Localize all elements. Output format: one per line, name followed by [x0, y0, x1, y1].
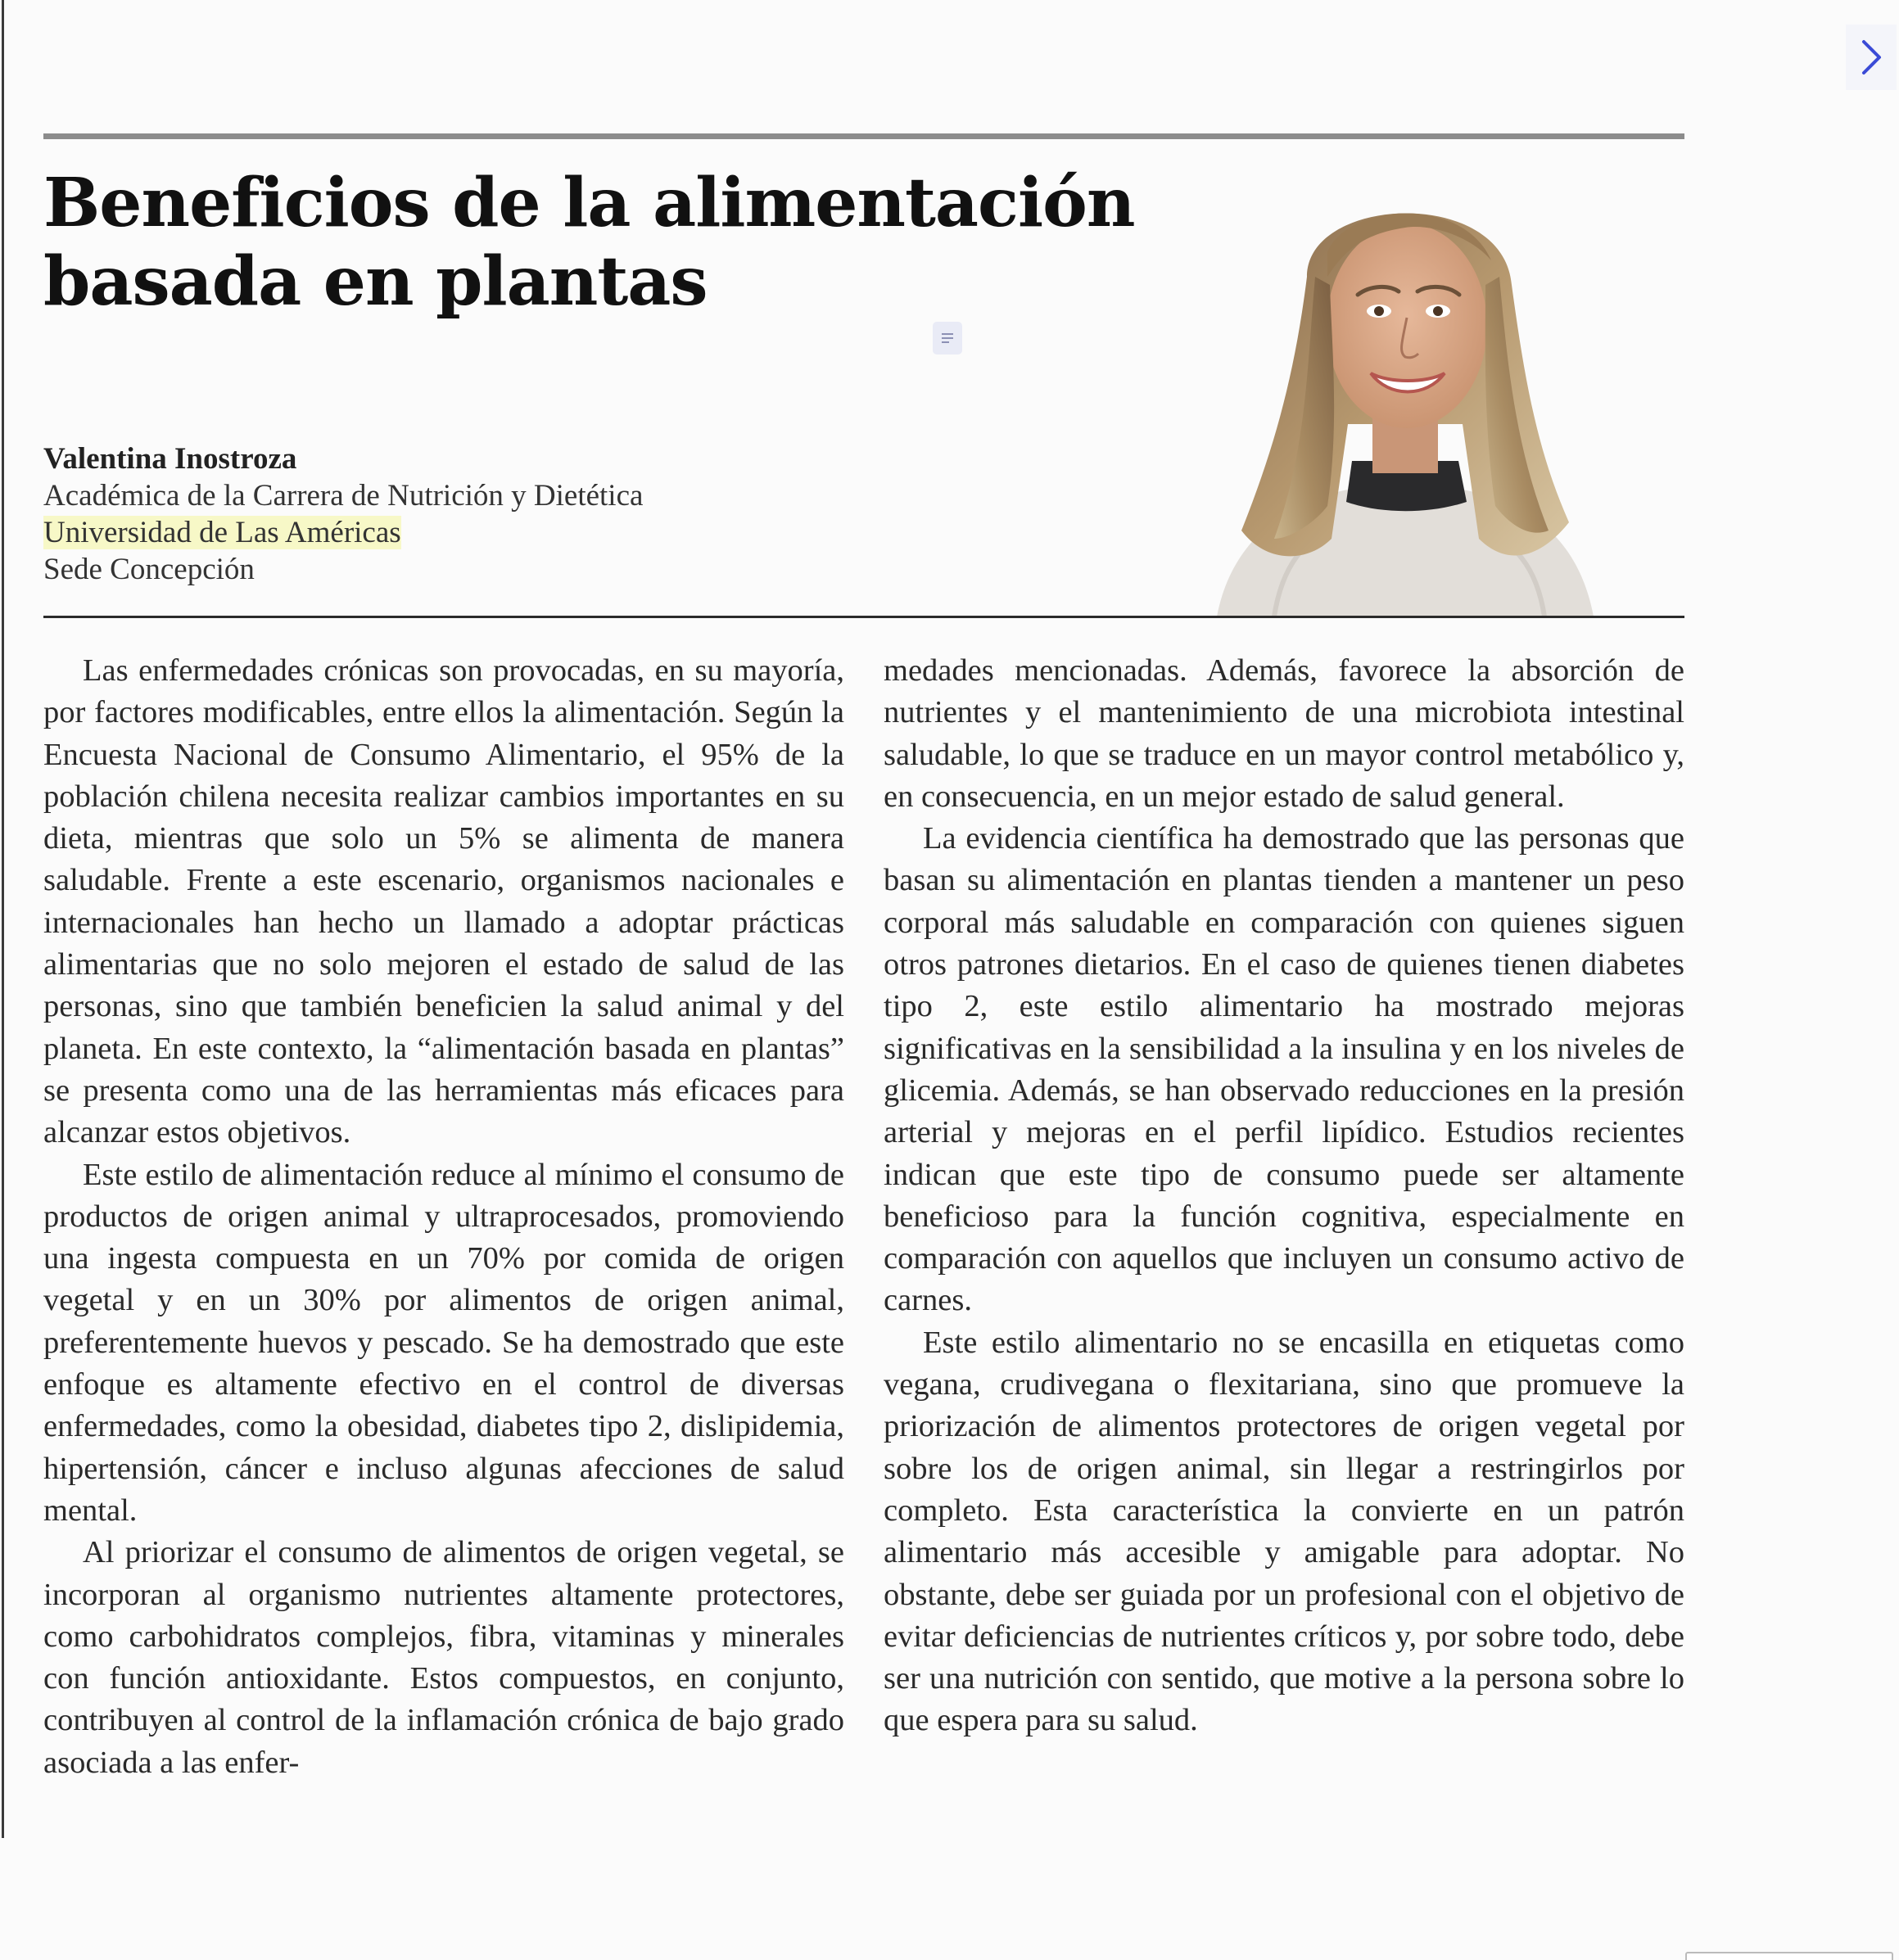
note-lines-icon: [940, 332, 955, 345]
header-bottom-rule: [43, 616, 1684, 618]
top-rule: [43, 133, 1684, 139]
author-campus: Sede Concepción: [43, 553, 255, 586]
author-institution: Universidad de Las Américas: [43, 516, 401, 549]
author-name: Valentina Inostroza: [43, 442, 297, 476]
author-role: Académica de la Carrera de Nutrición y Dietética: [43, 479, 644, 513]
paragraph: La evidencia científica ha demostrado que las personas que basan su alimentación en plantas tienden a mantener un peso corporal más saludable en comparación con quienes siguen otros patrones dietarios. En el caso de quienes tienen diabetes tipo 2, este estilo alimentario ha mostrado mejoras significativas en la sensibilidad a la insulina y en los niveles de glicemia. Además, se han observado reducciones en la presión arterial y mejoras en el perfil lipídico. Estudios recientes indican que este tipo de consumo puede ser altamente beneficioso para la función cognitiva, especialmente en comparación con aquellos que incluyen un consumo activo de carnes.: [884, 821, 1684, 1318]
note-icon[interactable]: [933, 322, 962, 355]
author-byline: [43, 440, 862, 588]
page-corner-tab: [1685, 1952, 1893, 1960]
next-page-button[interactable]: [1846, 25, 1897, 90]
paragraph: Este estilo alimentario no se encasilla en etiquetas como vegana, crudivegana o flexitariana, sino que promueve la priorización de alimentos protectores de origen vegetal por sobre los de origen animal, sin llegar a restringirlos por completo. Esta característica la convierte en un patrón alimentario más accesible y amigable para adoptar. No obstante, debe ser guiada por un profesional con el objetivo de evitar deficiencias de nutrientes críticos y, por sobre todo, debe ser una nutrición con sentido, que motive a la persona sobre lo que espera para su salud.: [884, 1325, 1684, 1738]
article-column-right: [884, 650, 1684, 1742]
paragraph: Las enfermedades crónicas son provocadas, en su mayoría, por factores modificables, entre ellos la alimentación. Según la Encuesta Nacional de Consumo Alimentario, el 95% de la población chilena necesita realizar cambios importantes en su dieta, mientras que solo un 5% se alimenta de manera saludable. Frente a este escenario, organismos nacionales e internacionales han hecho un llamado a adoptar prácticas alimentarias que no solo mejoren el estado de salud de las personas, sino que también beneficien la salud animal y del planeta. En este contexto, la “alimentación basada en plantas” se presenta como una de las herramientas más eficaces para alcanzar estos objetivos.: [43, 653, 844, 1150]
paragraph: Este estilo de alimentación reduce al mínimo el consumo de productos de origen animal y ultraprocesados, promoviendo una ingesta compuesta en un 70% por comida de origen vegetal y en un 30% por alimentos de origen animal, preferentemente huevos y pescado. Se ha demostrado que este enfoque es altamente efectivo en el control de diversas enfermedades, como la obesidad, diabetes tipo 2, dislipidemia, hipertensión, cáncer e incluso algunas afecciones de salud mental.: [43, 1157, 844, 1528]
paragraph-continuation: medades mencionadas. Además, favorece la absorción de nutrientes y el mantenimiento de una microbiota intestinal saludable, lo que se traduce en un mayor control metabólico y, en consecuencia, en un mejor estado de salud general.: [884, 653, 1684, 814]
paragraph: Al priorizar el consumo de alimentos de origen vegetal, se incorporan al organismo nutrientes altamente protectores, como carbohidratos complejos, fibra, vitaminas y minerales con función antioxidante. Estos compuestos, en conjunto, contribuyen al control de la inflamación crónica de bajo grado asociada a las enfer-: [43, 1535, 844, 1780]
page-left-edge: [2, 0, 4, 1838]
article-title: Beneficios de la alimentación basada en plantas: [43, 164, 1135, 321]
author-photo: [1184, 178, 1630, 616]
article-column-left: [43, 650, 844, 1784]
chevron-right-icon: [1859, 38, 1883, 76]
